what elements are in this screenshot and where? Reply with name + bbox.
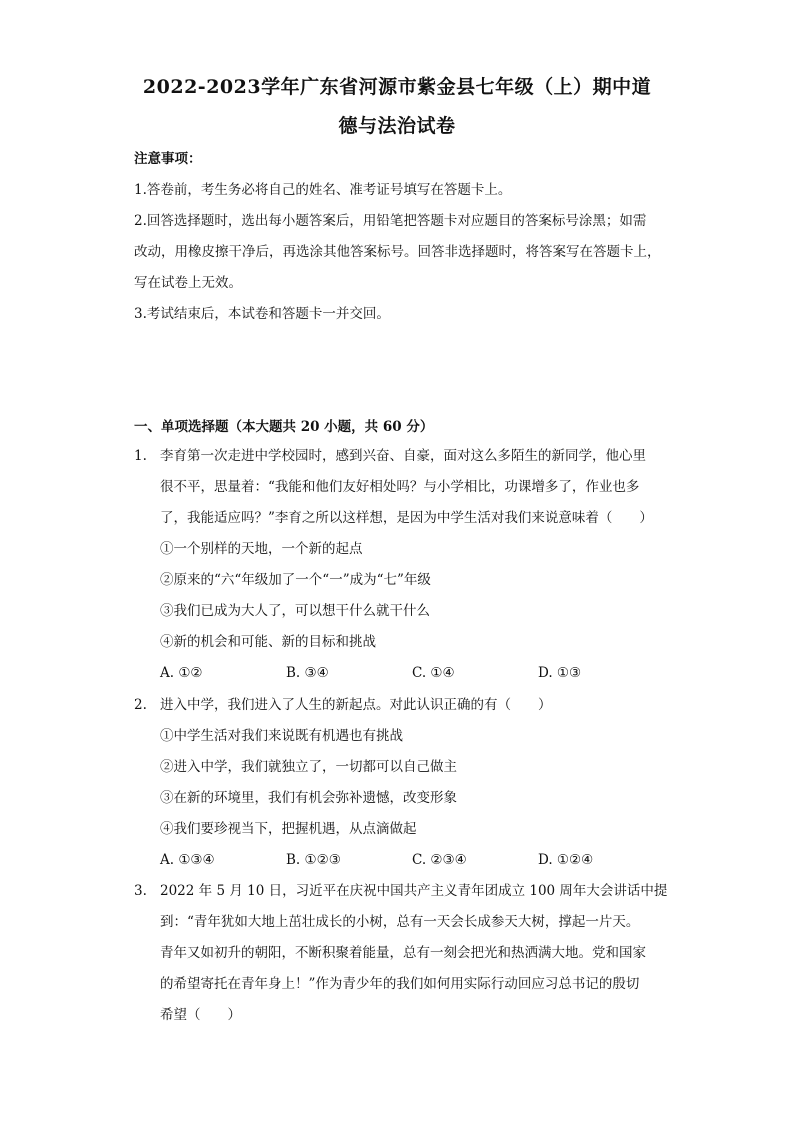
statement: ④我们要珍视当下，把握机遇，从点滴做起 — [160, 821, 417, 837]
notice-block — [134, 144, 674, 330]
question-stem-line: 李育第一次走进中学校园时，感到兴奋、自豪，面对这么多陌生的新同学，他心里 — [160, 448, 646, 464]
option-c: C. ①④ — [412, 665, 455, 681]
question-stem-line: 的希望寄托在青年身上！”作为青少年的我们如何用实际行动回应习总书记的殷切 — [160, 976, 640, 992]
question-1 — [134, 441, 674, 689]
statement: ③我们已成为大人了，可以想干什么就干什么 — [160, 603, 430, 619]
question-stem-line: 2022 年 5 月 10 日，习近平在庆祝中国共产主义青年团成立 100 周年大会讲话中提 — [160, 883, 668, 899]
notice-item: 2.回答选择题时，选出每小题答案后，用铅笔把答题卡对应题目的答案标号涂黑；如需 — [134, 213, 647, 229]
notice-item: 3.考试结束后，本试卷和答题卡一并交回。 — [134, 306, 390, 322]
option-b: B. ①②③ — [286, 852, 341, 868]
option-a: A. ①② — [160, 665, 203, 681]
question-number: 1. — [134, 448, 147, 464]
question-3 — [134, 876, 674, 1031]
statement: ②进入中学，我们就独立了，一切都可以自己做主 — [160, 759, 457, 775]
options-row — [160, 845, 674, 876]
statement: ①一个别样的天地，一个新的起点 — [160, 541, 363, 557]
statement: ①中学生活对我们来说既有机遇也有挑战 — [160, 728, 403, 744]
statement: ②原来的“六“年级加了一个“一”成为“七”年级 — [160, 572, 431, 588]
question-stem-line: 了，我能适应吗？”李育之所以这样想，是因为中学生活对我们来说意味着（ ） — [160, 510, 653, 526]
exam-title-line-2: 德与法治试卷 — [338, 115, 456, 137]
section-heading: 一、单项选择题（本大题共 20 小题，共 60 分） — [134, 419, 434, 435]
exam-title-line-1: 2022-2023学年广东省河源市紫金县七年级（上）期中道 — [142, 76, 652, 98]
question-stem-line: 进入中学，我们进入了人生的新起点。对此认识正确的有（ ） — [160, 697, 552, 713]
question-number: 3. — [134, 883, 147, 899]
notice-heading: 注意事项： — [134, 151, 202, 167]
option-b: B. ③④ — [286, 665, 329, 681]
notice-item: 写在试卷上无效。 — [134, 275, 242, 291]
question-stem-line: 希望（ ） — [160, 1007, 241, 1023]
question-2 — [134, 690, 674, 876]
statement: ④新的机会和可能、新的目标和挑战 — [160, 634, 376, 650]
option-a: A. ①③④ — [160, 852, 215, 868]
option-d: D. ①③ — [538, 665, 582, 681]
options-row — [160, 658, 674, 689]
question-stem-line: 到：“青年犹如大地上茁壮成长的小树，总有一天会长成参天大树，撑起一片天。 — [160, 914, 640, 930]
notice-item: 1.答卷前，考生务必将自己的姓名、准考证号填写在答题卡上。 — [134, 182, 512, 198]
option-c: C. ②③④ — [412, 852, 467, 868]
statement: ③在新的环境里，我们有机会弥补遗憾，改变形象 — [160, 790, 457, 806]
question-stem-line: 青年又如初升的朝阳，不断积聚着能量，总有一刻会把光和热洒满大地。党和国家 — [160, 945, 646, 961]
question-stem-line: 很不平，思量着：“我能和他们友好相处吗？与小学相比，功课增多了，作业也多 — [160, 479, 640, 495]
question-number: 2. — [134, 697, 147, 713]
option-d: D. ①②④ — [538, 852, 594, 868]
notice-item: 改动，用橡皮擦干净后，再选涂其他答案标号。回答非选择题时，将答案写在答题卡上， — [134, 244, 661, 260]
